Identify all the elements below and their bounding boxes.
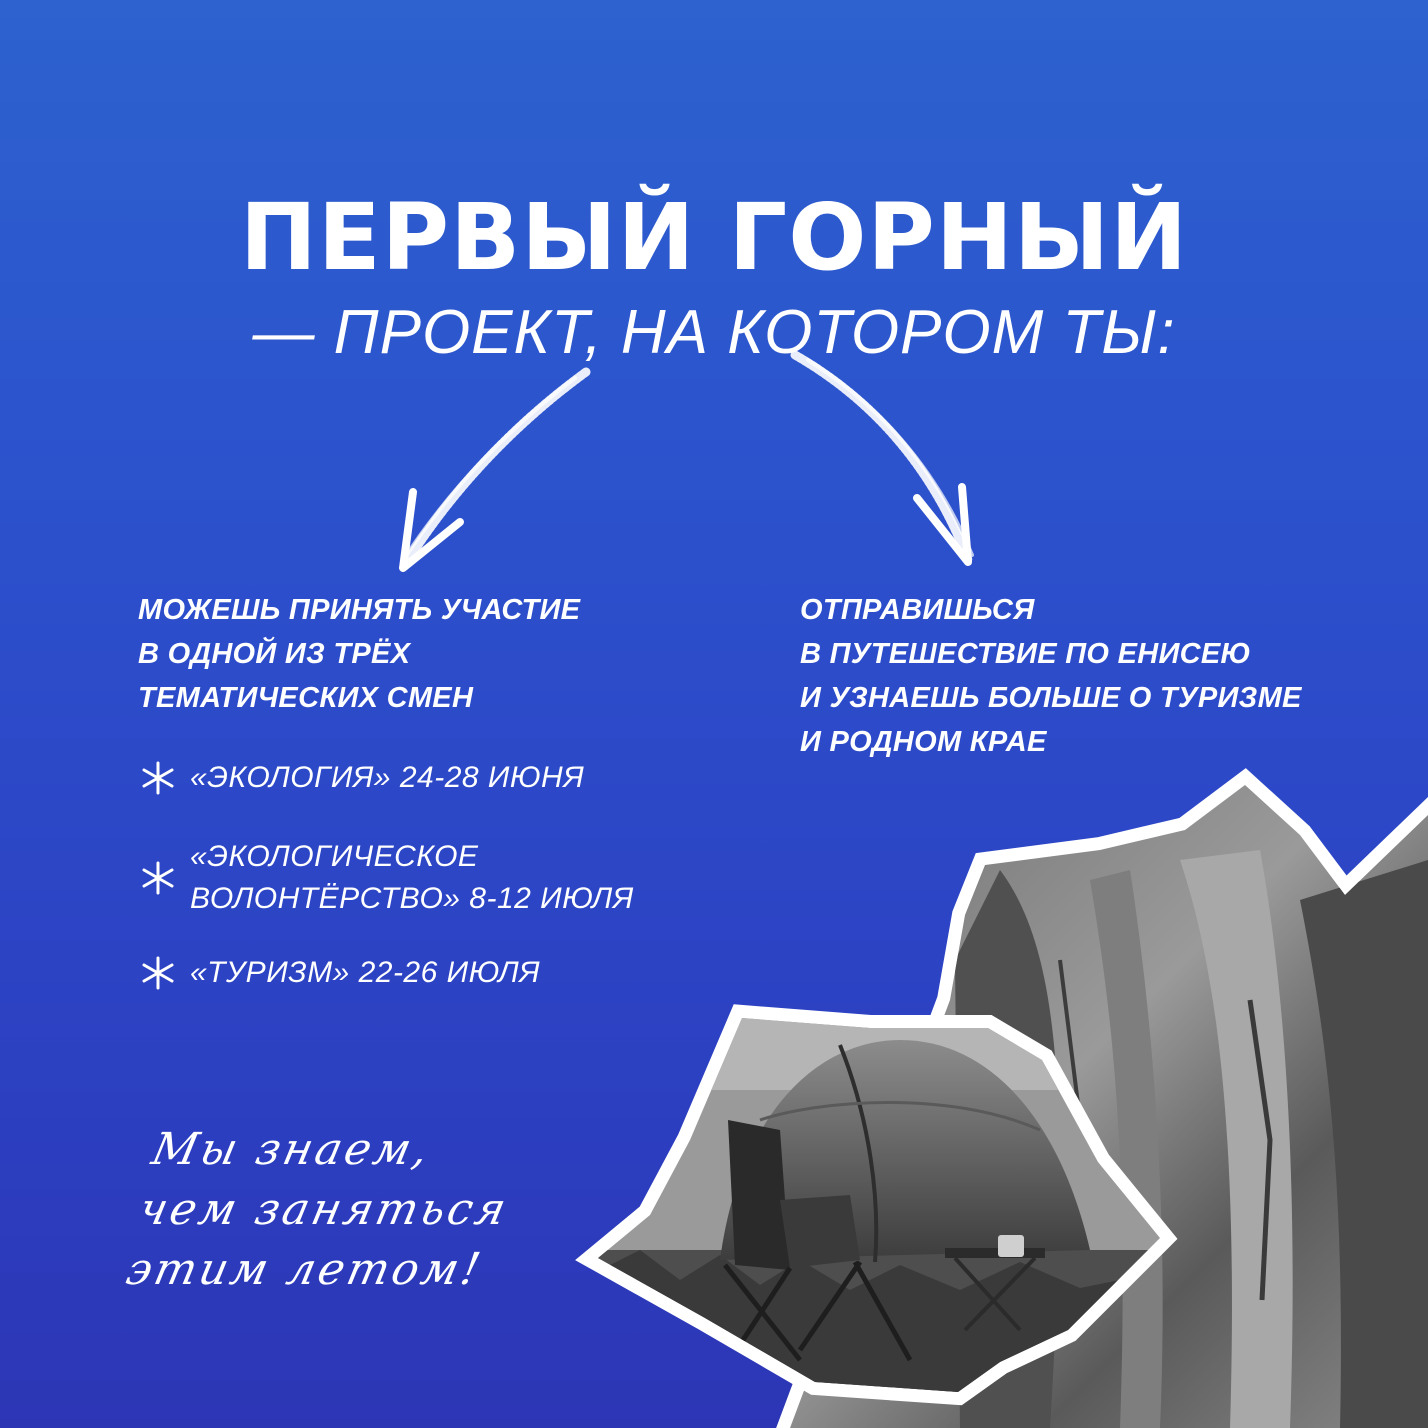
shift-label: «ЭКОЛОГИЧЕСКОЕ ВОЛОНТЁРСТВО» 8-12 ИЮЛЯ <box>190 840 634 915</box>
left-block-line: В ОДНОЙ ИЗ ТРЁХ <box>138 638 411 670</box>
poster-title: ПЕРВЫЙ ГОРНЫЙ <box>239 184 1189 291</box>
slogan-line: этим летом! <box>121 1244 488 1295</box>
poster-subtitle: — ПРОЕКТ, НА КОТОРОМ ТЫ: <box>252 298 1176 367</box>
right-block-line: В ПУТЕШЕСТВИЕ ПО ЕНИСЕЮ <box>800 638 1252 670</box>
left-block-line: ТЕМАТИЧЕСКИХ СМЕН <box>138 682 474 714</box>
slogan-line: Мы знаем, <box>147 1124 436 1175</box>
right-block-line: И РОДНОМ КРАЕ <box>800 726 1047 758</box>
right-block-line: И УЗНАЕШЬ БОЛЬШЕ О ТУРИЗМЕ <box>800 682 1302 714</box>
shift-label: «ТУРИЗМ» 22-26 ИЮЛЯ <box>190 956 541 989</box>
shift-label: «ЭКОЛОГИЯ» 24-28 ИЮНЯ <box>190 761 585 794</box>
right-block-line: ОТПРАВИШЬСЯ <box>800 594 1035 626</box>
slogan-line: чем заняться <box>134 1184 514 1235</box>
left-block-line: МОЖЕШЬ ПРИНЯТЬ УЧАСТИЕ <box>138 594 581 626</box>
